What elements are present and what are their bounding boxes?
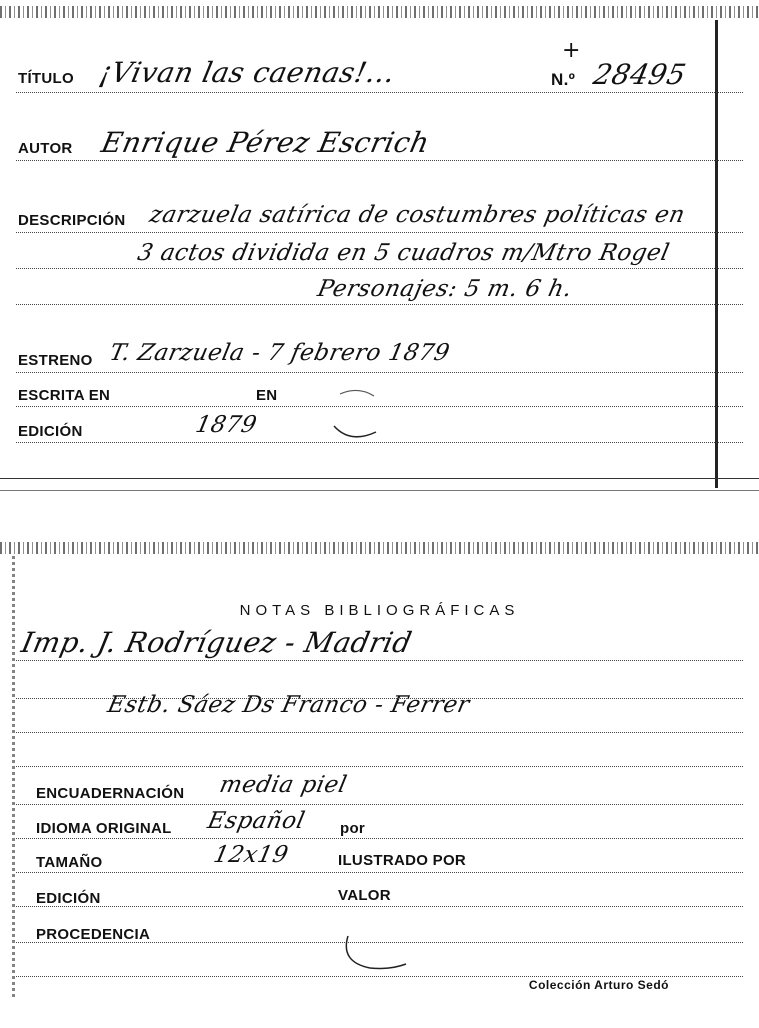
rule xyxy=(16,660,743,661)
rule xyxy=(16,92,743,93)
catalog-card-front xyxy=(0,0,759,500)
por-label: por xyxy=(340,820,366,837)
rule xyxy=(16,872,743,873)
card-left-edge xyxy=(12,556,15,1000)
edicion-label: EDICIÓN xyxy=(36,890,101,907)
rule xyxy=(16,732,743,733)
valor-label: VALOR xyxy=(338,887,391,904)
catalog-card-back xyxy=(0,540,759,1010)
rule xyxy=(16,232,743,233)
card-bottom-edge xyxy=(0,490,759,491)
titulo-value: ¡Vivan las caenas!... xyxy=(96,56,399,89)
punch-hole-mark xyxy=(340,932,410,980)
descripcion-line-2: 3 actos dividida en 5 cuadros m/Mtro Rogel xyxy=(135,240,672,266)
rule xyxy=(16,838,743,839)
ilustrado-label: ILUSTRADO POR xyxy=(338,852,467,869)
encuadernacion-value: media piel xyxy=(217,772,350,798)
rule xyxy=(16,268,743,269)
rule xyxy=(16,766,743,767)
numero-value: 28495 xyxy=(590,58,690,91)
autor-value: Enrique Pérez Escrich xyxy=(98,126,433,159)
titulo-label: TÍTULO xyxy=(18,70,74,87)
rule xyxy=(16,698,743,699)
rule xyxy=(16,804,743,805)
notas-line-1: Imp. J. Rodríguez - Madrid xyxy=(18,626,415,659)
en-label: EN xyxy=(256,387,278,404)
descripcion-label: DESCRIPCIÓN xyxy=(18,212,126,229)
encuadernacion-label: ENCUADERNACIÓN xyxy=(36,785,185,802)
idioma-value: Español xyxy=(205,808,308,834)
card-top-edge xyxy=(0,542,759,554)
notas-line-2: Estb. Sáez Ds Franco - Ferrer xyxy=(105,692,473,718)
punch-hole-mark xyxy=(330,386,386,446)
card-top-edge xyxy=(0,6,759,18)
notas-title: NOTAS BIBLIOGRÁFICAS xyxy=(239,602,520,619)
collection-credit: Colección Arturo Sedó xyxy=(528,978,669,992)
numero-label: N.º xyxy=(551,70,576,89)
rule xyxy=(16,372,743,373)
estreno-label: ESTRENO xyxy=(18,352,93,369)
numero-mark: + xyxy=(562,38,581,63)
estreno-value: T. Zarzuela - 7 febrero 1879 xyxy=(107,340,453,366)
descripcion-line-1: zarzuela satírica de costumbres políticas en xyxy=(147,202,688,228)
procedencia-label: PROCEDENCIA xyxy=(36,926,151,943)
card-right-edge xyxy=(715,20,718,488)
rule xyxy=(16,304,743,305)
descripcion-line-3: Personajes: 5 m. 6 h. xyxy=(315,276,575,302)
escrita-label: ESCRITA EN xyxy=(18,387,111,404)
card-bottom-rule xyxy=(0,478,759,479)
tamano-label: TAMAÑO xyxy=(36,854,103,871)
edicion-label: EDICIÓN xyxy=(18,423,83,440)
idioma-label: IDIOMA ORIGINAL xyxy=(36,820,172,837)
rule xyxy=(16,976,743,977)
rule xyxy=(16,906,743,907)
rule xyxy=(16,160,743,161)
autor-label: AUTOR xyxy=(18,140,73,157)
edicion-value: 1879 xyxy=(193,412,260,438)
tamano-value: 12x19 xyxy=(211,842,291,868)
